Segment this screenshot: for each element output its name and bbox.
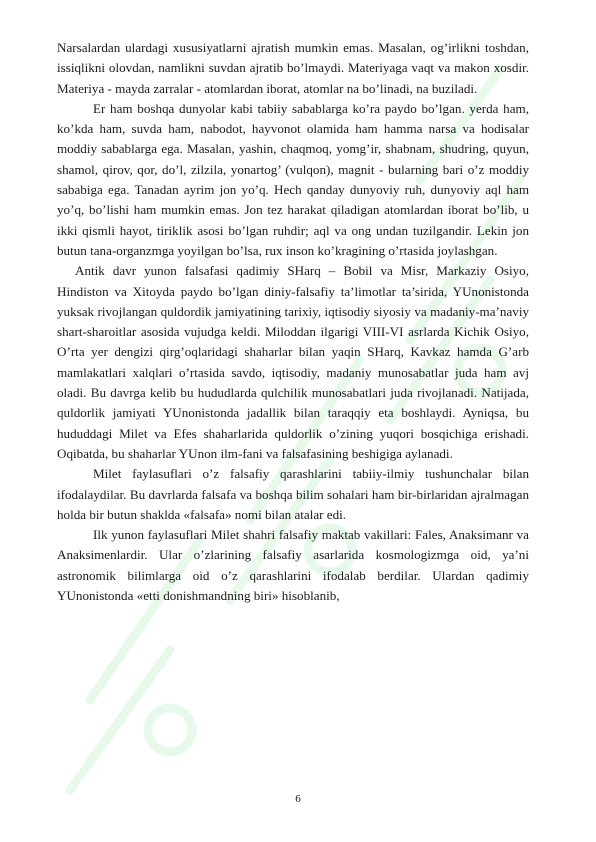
paragraph-4: Milet faylasuflari o’z falsafiy qarashlarini tabiiy-ilmiy tushunchalar bilan ifodalaydilar. Bu davrlarda falsafa va boshqa bilim sohalari ham bir-birlaridan ajralmagan holda bir butun shaklda «falsafa» nomi bilan atalar edi. <box>57 466 529 522</box>
paragraph-1: Narsalardan ulardagi xususiyatlarni ajratish mumkin emas. Masalan, og’irlikni toshdan, issiqlikni olovdan, namlikni suvdan ajratib bo’lmaydi. Materiyaga vaqt va makon xosdir. Materiya - mayda zarralar - atomlardan iborat, atomlar na bo’linadi, na buziladi. <box>57 40 529 96</box>
watermark-shape <box>70 650 170 790</box>
paragraph-3: Antik davr yunon falsafasi qadimiy SHarq – Bobil va Misr, Markaziy Osiyo, Hindiston va Xitoyda paydo bo’lgan diniy-falsafiy ta’limotlar ta’sirida, YUnonistonda yuksak rivojlangan quldordik jamiyatining tarixiy, iqtisodiy siyosiy va madaniy-ma’naviy shart-sharoitlar asosida vujudga keldi. Miloddan ilgarigi VIII-VI asrlarda Kichik Osiyo, O’rta yer dengizi qirg’oqlaridagi shaharlar bilan yaqin SHarq, Kavkaz hamda G’arb mamlakatlari xalqlari o’rtasida savdo, iqtisodiy, madaniy munosabatlar juda ham avj oladi. Bu davrga kelib bu hududlarda qulchilik munosabatlari juda rivojlanadi. Natijada, quldorlik jamiyati YUnonistonda jadallik bilan taraqqiy eta boshlaydi. Ayniqsa, bu hududdagi Milet va Efes shaharlarida quldorlik o’zining yuqori bosqichiga erishadi. Oqibatda, bu shaharlar YUnon ilm-fani va falsafasining beshigiga aylanadi. <box>57 263 529 461</box>
watermark-shape <box>148 708 192 752</box>
paragraph-5: Ilk yunon faylasuflari Milet shahri falsafiy maktab vakillari: Fales, Anaksimanr va Anaksimenlardir. Ular o’zlarining falsafiy asarlarida kosmologizmga oid, ya’ni astronomik bilimlarga oid o’z qarashlarini ifodalab berdilar. Ulardan qadimiy YUnonistonda «etti donishmandning biri» hisoblanib, <box>57 527 529 604</box>
paragraph-2: Er ham boshqa dunyolar kabi tabiiy sabablarga ko’ra paydo bo’lgan. yerda ham, ko’kda ham, suvda ham, nabodot, hayvonot olamida ham hamma narsa va hodisalar moddiy sabablarga ega. Masalan, yashin, chaqmoq, yomg’ir, shabnam, shudring, quyun, shamol, qirov, qor, do’l, zilzila, yonartog’ (vulqon), magnit - bularning bari o’z moddiy sababiga ega. Tanadan ayrim jon yo’q. Hech qanday dunyoviy ruh, dunyoviy aql ham yo’q, bo’lishi ham mumkin emas. Jon tez harakat qiladigan atomlardan iborat bo’lib, u ikki qismli hayot, tiriklik asosi bo’lgan ruhdir; aql va ong undan tuzilgandir. Lekin jon butun tana-organzmga yoyilgan bo’lsa, rux inson ko’kragining o’rtasida joylashgan. <box>57 100 529 258</box>
page-body <box>57 38 529 606</box>
page-number: 6 <box>295 793 301 805</box>
